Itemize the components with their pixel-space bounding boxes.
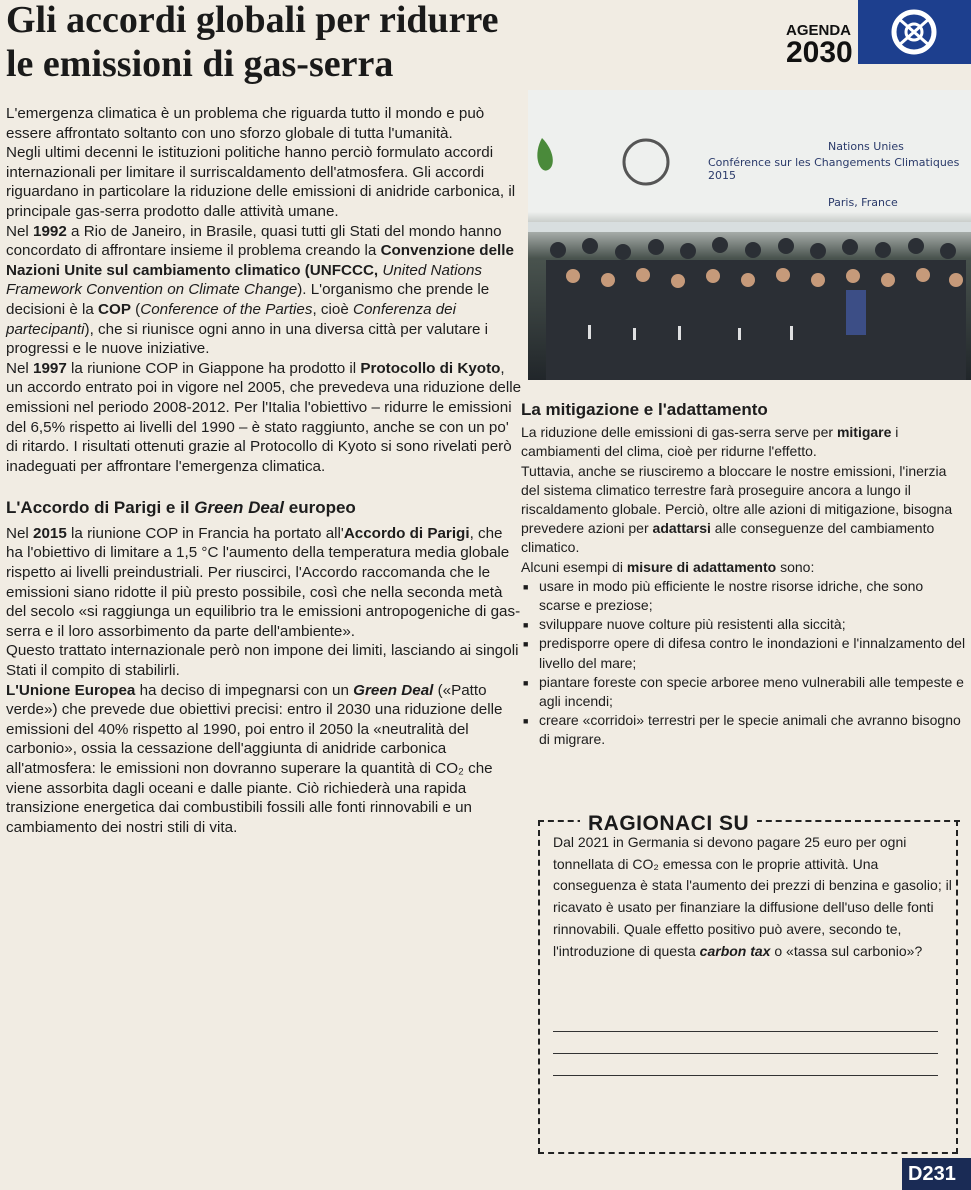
text-span: o «tassa sul carbonio»? — [770, 942, 923, 959]
photo-caption-un: Nations Unies — [828, 140, 904, 153]
text-span: Dal 2021 in Germania si devono pagare 25 euro per ogni tonnellata di CO₂ emessa con le proprie attività. Una conseguenza è stata l'aumento dei prezzi di benzina e gasolio; il ricavato è usato per finanziare la diffusione dell'uso delle fonti rinnovabili. Quale effetto positivo può avere, secondo te, l'introduzione di questa — [553, 834, 952, 959]
examples-intro — [521, 558, 967, 577]
list-item: ■ predisporre opere di difesa contro le inondazioni e l'innalzamento del livello del mare; — [539, 634, 967, 672]
intro-paragraph: L'emergenza climatica è un problema che riguarda tutto il mondo e può essere affrontato soltanto con uno sforzo globale di tutta l'umanità. — [6, 105, 485, 142]
text-span: sono: — [776, 558, 815, 575]
cop21-photo — [528, 90, 971, 380]
list-item: ■ usare in modo più efficiente le nostre risorse idriche, che sono scarse e preziose; — [539, 577, 967, 615]
photo-caption-place: Paris, France — [828, 196, 898, 209]
text-span: , che ha l'obiettivo di limitare a 1,5 °C l'aumento della temperatura media globale rispetto ai livelli preindustriali. Per riuscirci, l'Accordo raccomanda che le emissioni siano ridotte il più presto possibile, così che nella seconda metà del secolo «si raggiunga un equilibrio tra le emissioni antropogeniche di gas-serra e il loro assorbimento da parte dell'ambiente». — [6, 524, 521, 640]
text-span: Nel — [6, 222, 34, 240]
carbon-tax-term: carbon tax — [699, 942, 771, 959]
measures-term: misure di adattamento — [626, 558, 777, 575]
mitigation-heading: La mitigazione e l'adattamento — [521, 400, 768, 419]
text-span: La riduzione delle emissioni di gas-serra serve per — [521, 424, 837, 441]
photo-caption-conference: Conférence sur les Changements Climatiques 2015 — [708, 156, 960, 182]
unfccc-term: Convenzione delle Nazioni Unite sul cambiamento climatico (UNFCCC, — [6, 242, 514, 279]
cop-english: Conference of the Parties — [140, 300, 313, 318]
paragraph-1997 — [6, 359, 522, 477]
text-span: ). L'organismo che prende le decisioni è la — [6, 281, 490, 318]
adaptation-paragraph — [521, 462, 967, 558]
green-deal-term: Green Deal — [353, 681, 434, 699]
text-span: Nel — [6, 359, 34, 377]
cop-term: COP — [98, 300, 131, 318]
text-span: Negli ultimi decenni le istituzioni politiche hanno perciò formulato accordi internazionali per limitare il surriscaldamento dell'atmosfera. Gli accordi riguardano in particolare la riduzione delle emissioni di anidride carbonica, il principale gas-serra prodotto dalle attività umane. — [6, 144, 516, 220]
eu-term: L'Unione Europea — [6, 681, 136, 699]
text-span: Tuttavia, anche se riusciremo a bloccare le nostre emissioni, l'inerzia del sistema climatico terrestre farà proseguire ancora a lungo il riscaldamento globale. Perciò, oltre alle azioni di mitigazione, bisogna prevedere azioni per — [521, 462, 953, 537]
year-1997: 1997 — [33, 359, 67, 377]
mitigare-term: mitigare — [836, 424, 892, 441]
text-span: Alcuni esempi di — [521, 558, 627, 575]
box-border — [956, 820, 958, 1154]
text-span: alle conseguenze del cambiamento climatico. — [521, 520, 935, 556]
year-1992: 1992 — [33, 222, 67, 240]
left-column — [6, 104, 522, 837]
adaptation-list — [521, 577, 967, 750]
paragraph-1992 — [6, 143, 522, 359]
paragraph-limits: Questo trattato internazionale però non impone dei limiti, lasciando ai singoli Stati il compito di stabilirli. — [6, 642, 519, 680]
text-span: Nel — [6, 524, 34, 542]
text-span: L'Accordo di Parigi e il — [6, 498, 195, 518]
text-span: europeo — [284, 498, 356, 518]
list-item: ■ piantare foreste con specie arboree meno vulnerabili alle tempeste e agli incendi; — [539, 673, 967, 711]
text-span: la riunione COP in Giappone ha prodotto il — [66, 359, 361, 377]
title-line-2: le emissioni di gas-serra — [6, 43, 394, 85]
answer-line — [553, 1075, 938, 1076]
adattarsi-term: adattarsi — [652, 520, 711, 537]
text-span: ( — [130, 300, 141, 318]
text-span: ha deciso di impegnarsi con un — [135, 681, 354, 699]
text-span: , cioè — [312, 300, 353, 318]
title-line-1: Gli accordi globali per ridurre — [6, 0, 499, 41]
paragraph-green-deal — [6, 681, 522, 838]
text-span: Green Deal — [194, 498, 285, 518]
cop-italian: Conferenza dei partecipanti — [6, 300, 457, 338]
mitigation-paragraph — [521, 423, 967, 461]
paragraph-2015 — [6, 524, 522, 642]
agenda-year: 2030 — [786, 36, 853, 69]
text-span: («Patto verde») che prevede due obiettivi precisi: entro il 2030 una riduzione delle emissioni del 40% rispetto al 1990, poi entro il 2050 la «neutralità del carbonio», ossia la cessazione dell'aggiunta di anidride carbonica all'atmosfera: le emissioni non dovranno superare la quantità di CO₂ che viene assorbita dagli oceani e dalle piante. Ciò richiederà una rapida transizione energetica dai combustibili fossili alle fonti rinnovabili e un cambiamento dei nostri stili di vita. — [6, 681, 503, 836]
answer-line — [553, 1031, 938, 1032]
text-span: la riunione COP in Francia ha portato all' — [66, 524, 344, 542]
year-2015: 2015 — [33, 524, 67, 542]
ragionaci-question — [553, 832, 953, 962]
box-border — [538, 1152, 958, 1154]
unfccc-english: United Nations Framework Convention on Climate Change — [6, 261, 482, 299]
text-span: ), che si riunisce ogni anno in una diversa città per valutare i progressi e le nuove iniziative. — [6, 320, 489, 358]
photo-illustration — [528, 90, 971, 380]
text-span: , un accordo entrato poi in vigore nel 2005, che prevedeva una riduzione delle emissioni nel periodo 2008-2012. Per l'Italia l'obiettivo – ridurre le emissioni del 6,5% rispetto ai livelli del 1990 – è stato raggiunto, anche se con un po' di ritardo. I risultati ottenuti grazie al Protocollo di Kyoto si sono rivelati però inadeguati per affrontare l'emergenza climatica. — [6, 359, 522, 475]
page-number: D231 — [908, 1163, 956, 1185]
section-heading-paris — [6, 498, 522, 518]
goal-13-icon — [858, 0, 971, 64]
paris-term: Accordo di Parigi — [343, 524, 470, 542]
list-item: ■ sviluppare nuove colture più resistenti alla siccità; — [539, 615, 967, 634]
ragionaci-title: RAGIONACI SU — [580, 812, 757, 836]
list-item: ■ creare «corridoi» terrestri per le specie animali che avranno bisogno di migrare. — [539, 711, 967, 749]
text-span: a Rio de Janeiro, in Brasile, quasi tutti gli Stati del mondo hanno concordato di affrontare insieme il problema creando la — [6, 222, 502, 260]
agenda-2030-logo — [858, 0, 971, 64]
answer-line — [553, 1053, 938, 1054]
kyoto-term: Protocollo di Kyoto — [360, 359, 501, 377]
right-column — [521, 400, 967, 750]
text-span: i cambiamenti del clima, cioè per ridurne l'effetto. — [521, 424, 899, 460]
agenda-label: AGENDA — [786, 22, 852, 39]
